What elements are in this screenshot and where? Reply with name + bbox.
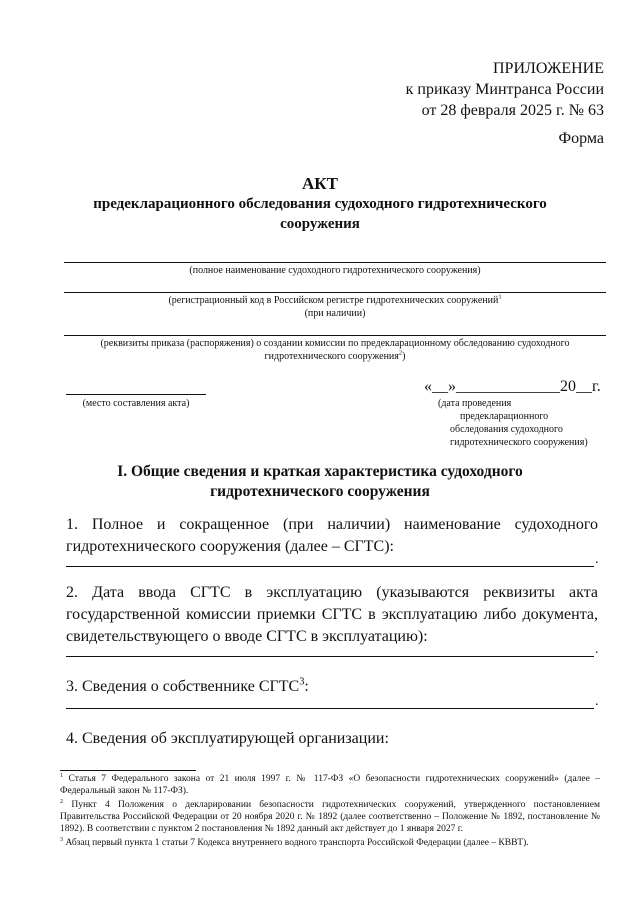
place-line[interactable] [66, 394, 206, 395]
item-3-line[interactable] [66, 708, 594, 709]
item-1-text: 1. Полное и сокращенное (при наличии) наименование судоходного гидротехнического сооружения (далее – СГТС): [66, 516, 598, 555]
reg-code-line[interactable] [64, 292, 606, 293]
item-1-line[interactable] [66, 566, 594, 567]
footnote-ref-1: 1 [498, 293, 502, 301]
section-1-heading-line-1: I. Общие сведения и краткая характеристика судоходного [117, 463, 523, 480]
full-name-line[interactable] [64, 262, 606, 263]
footnote-2: $^2$ Пункт 4 Положения о декларировании безопасности гидротехнических сооружений, утвержденного постановлением Правительства Российской Федерации от 20 ноября 2020 г. № 1892 (далее соответственно – Положение № 1892, постановление № 1892). В соответствии с пунктом 2 постановления № 1892 данный акт действует до 1 января 2027 г. [60, 798, 600, 834]
section-1-heading [40, 462, 600, 502]
place-caption: (место составления акта) [82, 398, 190, 409]
form-label: Форма [558, 130, 604, 147]
full-name-caption: (полное наименование судоходного гидротехнического сооружения) [189, 265, 481, 276]
item-3-text: 3. Сведения о собственнике СГТС$^3$: [66, 676, 309, 695]
item-3-period: . [595, 694, 599, 709]
footnote-3: $^3$ Абзац первый пункта 1 статьи 7 Кодекса внутреннего водного транспорта Российской Федерации (далее – КВВТ). [60, 836, 529, 848]
item-2-line[interactable] [66, 656, 594, 657]
date-field[interactable]: «__»_____________20__г. [424, 378, 601, 395]
appendix-date: от 28 февраля 2025 г. № 63 [421, 102, 604, 119]
item-2-text: 2. Дата ввода СГТС в эксплуатацию (указываются реквизиты акта государственной комиссии приемки СГТС в эксплуатацию либо документа, свидетельствующего о вводе СГТС в эксплуатацию): [66, 584, 598, 645]
item-1-period: . [595, 552, 599, 567]
document-subtitle [40, 194, 600, 234]
item-4-text: 4. Сведения об эксплуатирующей организации: [66, 730, 389, 747]
document-title: АКТ [302, 174, 338, 193]
footnote-ref-2: 2 [398, 349, 403, 357]
date-caption: (дата проведения предекларационного обследования судоходного гидротехнического сооружения) [438, 398, 588, 448]
appendix-order: к приказу Минтранса России [405, 81, 604, 98]
appendix-title: ПРИЛОЖЕНИЕ [492, 60, 604, 77]
reg-code-caption: (регистрационный код в Российском регистре гидротехнических сооружений$^1$ (при наличии) [168, 293, 502, 319]
subtitle-line-1: предекларационного обследования судоходного гидротехнического [93, 196, 547, 212]
subtitle-line-2: сооружения [280, 216, 360, 232]
footnote-separator [60, 770, 196, 771]
item-2-period: . [595, 642, 599, 657]
appendix-header [406, 58, 604, 121]
section-1-heading-line-2: гидротехнического сооружения [210, 483, 430, 500]
order-line[interactable] [64, 335, 606, 336]
footnote-1: $^1$ Статья 7 Федерального закона от 21 июля 1997 г. № 117-ФЗ «О безопасности гидротехнических сооружений» (далее – Федеральный закон № 117-ФЗ). [60, 772, 600, 796]
footnote-ref-3: 3 [299, 676, 305, 688]
order-caption: (реквизиты приказа (распоряжения) о создании комиссии по предекларационному обследованию судоходного гидротехнического сооружения$^2$) [100, 338, 570, 362]
